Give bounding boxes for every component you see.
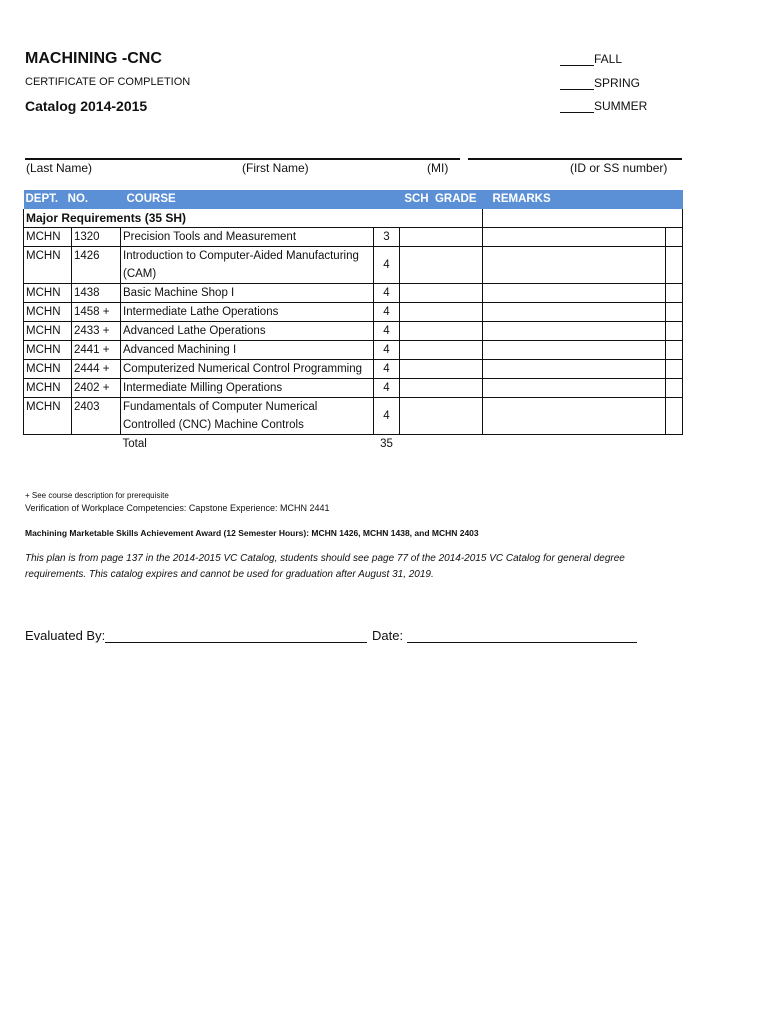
id-signature-line[interactable] bbox=[468, 158, 682, 160]
remarks-cell[interactable] bbox=[483, 228, 666, 247]
sch-cell: 4 bbox=[374, 303, 400, 322]
table-row: MCHN 2403 Fundamentals of Computer Numerical Controlled (CNC) Machine Controls 4 bbox=[24, 398, 683, 435]
grade-cell[interactable] bbox=[400, 379, 483, 398]
table-row: MCHN 1458 + Intermediate Lathe Operations 4 bbox=[24, 303, 683, 322]
total-value: 35 bbox=[380, 438, 393, 450]
sch-cell: 4 bbox=[374, 379, 400, 398]
table-header-row bbox=[24, 190, 683, 209]
total-label: Total bbox=[122, 438, 147, 450]
sch-cell: 4 bbox=[374, 247, 400, 284]
remarks-cell[interactable] bbox=[483, 341, 666, 360]
sch-cell: 4 bbox=[374, 322, 400, 341]
date-label: Date: bbox=[372, 628, 404, 643]
semester-fall[interactable]: FALL bbox=[560, 52, 622, 66]
semester-blank bbox=[560, 100, 594, 113]
course-table bbox=[23, 190, 683, 453]
dept-no-header: DEPT. NO. bbox=[24, 190, 121, 209]
remarks-cell[interactable] bbox=[483, 247, 666, 284]
semester-blank bbox=[560, 53, 594, 66]
table-row: MCHN 2441 + Advanced Machining I 4 bbox=[24, 341, 683, 360]
semester-blank bbox=[560, 77, 594, 90]
award-note: Machining Marketable Skills Achievement Award (12 Semester Hours): MCHN 1426, MCHN 1438, and MCHN 2403 bbox=[25, 528, 479, 538]
form-subtitle: CERTIFICATE OF COMPLETION bbox=[25, 76, 191, 88]
evaluated-by-line[interactable] bbox=[105, 628, 367, 643]
table-row: MCHN 2433 + Advanced Lathe Operations 4 bbox=[24, 322, 683, 341]
sch-grade-header: SCH GRADE bbox=[374, 190, 483, 209]
sch-cell: 4 bbox=[374, 284, 400, 303]
table-row: MCHN 2402 + Intermediate Milling Operations 4 bbox=[24, 379, 683, 398]
sch-cell: 3 bbox=[374, 228, 400, 247]
table-row: MCHN 1438 Basic Machine Shop I 4 bbox=[24, 284, 683, 303]
sch-cell: 4 bbox=[374, 341, 400, 360]
semester-summer[interactable]: SUMMER bbox=[560, 99, 647, 113]
grade-cell[interactable] bbox=[400, 341, 483, 360]
remarks-cell[interactable] bbox=[483, 379, 666, 398]
section-title: Major Requirements (35 SH) bbox=[24, 209, 483, 228]
grade-cell[interactable] bbox=[400, 398, 483, 435]
table-row: MCHN 1426 Introduction to Computer-Aided Manufacturing (CAM) 4 bbox=[24, 247, 683, 284]
grade-cell[interactable] bbox=[400, 228, 483, 247]
date-field[interactable] bbox=[372, 628, 637, 643]
remarks-cell[interactable] bbox=[483, 303, 666, 322]
evaluated-by-field[interactable] bbox=[25, 628, 367, 643]
catalog-plan-note: This plan is from page 137 in the 2014-2015 VC Catalog, students should see page 77 of the 2014-2015 VC Catalog for general degree requirements. This catalog expires and cannot be used for graduation after August 31, 2019. bbox=[25, 553, 625, 580]
total-row bbox=[24, 435, 683, 454]
first-name-label: (First Name) bbox=[242, 161, 309, 175]
mi-label: (MI) bbox=[427, 161, 449, 175]
evaluated-by-label: Evaluated By: bbox=[25, 628, 106, 643]
verification-note: Verification of Workplace Competencies: Capstone Experience: MCHN 2441 bbox=[25, 503, 330, 513]
table-row: MCHN 2444 + Computerized Numerical Control Programming 4 bbox=[24, 360, 683, 379]
section-row bbox=[24, 209, 683, 228]
prereq-note: + See course description for prerequisite bbox=[25, 491, 169, 500]
remarks-cell[interactable] bbox=[483, 398, 666, 435]
grade-cell[interactable] bbox=[400, 303, 483, 322]
grade-cell[interactable] bbox=[400, 247, 483, 284]
last-name-label: (Last Name) bbox=[26, 161, 93, 175]
remarks-cell[interactable] bbox=[483, 284, 666, 303]
sch-cell: 4 bbox=[374, 398, 400, 435]
remarks-header: REMARKS bbox=[483, 190, 683, 209]
remarks-cell[interactable] bbox=[483, 360, 666, 379]
form-title: MACHINING -CNC bbox=[25, 50, 162, 67]
grade-cell[interactable] bbox=[400, 360, 483, 379]
sch-cell: 4 bbox=[374, 360, 400, 379]
grade-cell[interactable] bbox=[400, 322, 483, 341]
date-line[interactable] bbox=[407, 628, 637, 643]
semester-spring[interactable]: SPRING bbox=[560, 76, 640, 90]
id-label: (ID or SS number) bbox=[570, 161, 668, 175]
name-signature-line[interactable] bbox=[25, 158, 460, 160]
course-header: COURSE bbox=[121, 190, 374, 209]
grade-cell[interactable] bbox=[400, 284, 483, 303]
remarks-cell[interactable] bbox=[483, 322, 666, 341]
table-row: MCHN 1320 Precision Tools and Measurement 3 bbox=[24, 228, 683, 247]
catalog-year: Catalog 2014-2015 bbox=[25, 98, 148, 114]
